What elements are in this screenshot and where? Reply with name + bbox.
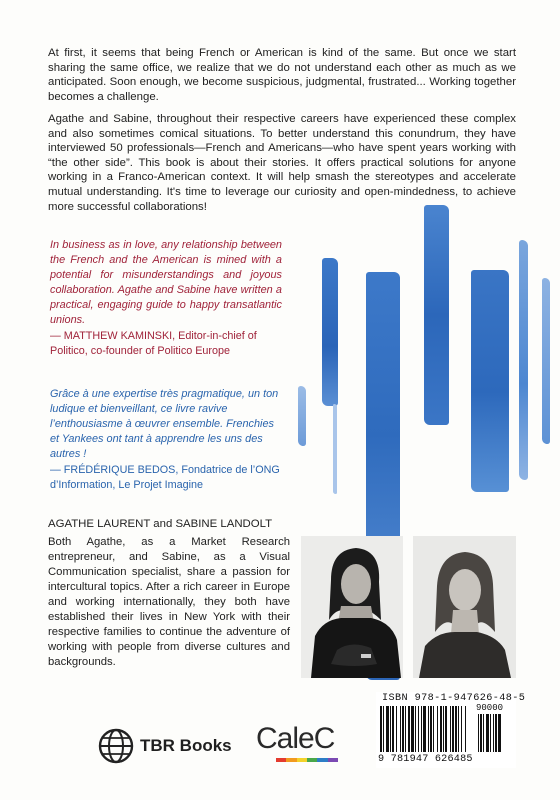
brush-stroke <box>471 270 509 492</box>
caleo-label: CaleC <box>256 722 335 755</box>
brush-stroke <box>519 240 528 480</box>
author-photo-sabine <box>413 536 516 678</box>
price-add-on: 90000 <box>476 703 504 713</box>
intro-paragraph-1: At first, it seems that being French or American is kind of the same. But once we start sharing the same office, we realize that we do not understand each other as much as we anticipated. Soon enough, we become suspicious, judgmental, frustrated... Working together becomes a challenge. <box>48 47 516 103</box>
brush-stroke <box>424 205 449 425</box>
author-photo-agathe <box>301 536 403 678</box>
endorsement-attribution-2: — FRÉDÉRIQUE BEDOS, Fondatrice de l’ONG d’Information, Le Projet Imagine <box>50 464 280 491</box>
tbr-books-label: TBR Books <box>140 736 232 755</box>
isbn-label: ISBN 978-1-947626-48-5 <box>382 693 526 704</box>
brush-stroke <box>333 404 337 494</box>
endorsement-quote-2: Grâce à une expertise très pragmatique, un ton ludique et bienveillant, ce livre ravive l’enthousiasme à œuvrer ensemble. Frenchies et Yankees ont tant à apprendre les uns des autres ! <box>50 388 279 460</box>
barcode-bars <box>378 706 514 752</box>
intro-paragraph-2: Agathe and Sabine, throughout their respective careers have experienced these complex and also sometimes comical situations. To better understand this conundrum, they have interviewed 50 professionals—French and Americans—who have spent years working with “the other side”. This book is about their stories. It offers practical solutions for anyone working in a Franco-American context. It will help smash the stereotypes and accelerate mutual understanding. It's time to leverage our curiosity and open-mindedness, to achieve more successful collaborations! <box>48 113 516 213</box>
brush-stroke <box>542 278 550 444</box>
endorsement-attribution-1: — MATTHEW KAMINSKI, Editor-in-chief of Politico, co-founder of Politico Europe <box>50 330 257 357</box>
tbr-books-logo <box>98 726 232 766</box>
isbn-number: 9 781947 626485 <box>378 754 473 765</box>
globe-icon <box>98 728 134 764</box>
color-stripe <box>276 758 338 762</box>
authors-heading: AGATHE LAURENT and SABINE LANDOLT <box>48 518 273 530</box>
brush-stroke <box>322 258 338 406</box>
brush-stroke <box>298 386 306 446</box>
endorsement-quote-1: In business as in love, any relationship between the French and the American is mined with a potential for misunderstandings and joyous collaboration. Agathe and Sabine have written a practical, engaging guide to happy transatlantic unions. <box>50 239 282 326</box>
authors-bio: Both Agathe, as a Market Research entrepreneur, and Sabine, as a Visual Communication specialist, share a passion for intercultural topics. After a rich career in Europe and working internationally, they both have established their lives in New York with their respective families to continue the adventure of working with people from diverse cultures and backgrounds. <box>48 536 290 668</box>
caleo-logo <box>254 720 358 766</box>
